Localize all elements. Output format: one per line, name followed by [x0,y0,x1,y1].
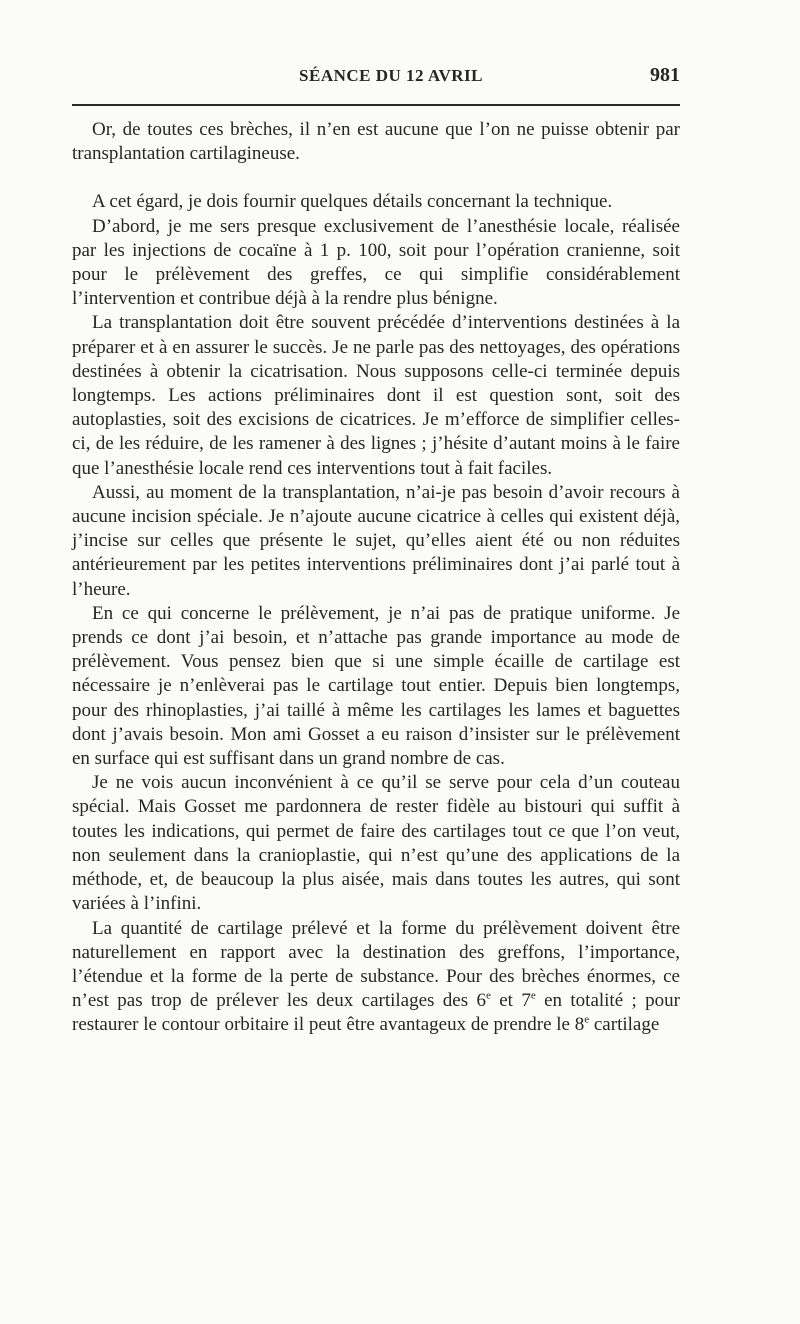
paragraph: A cet égard, je dois fournir quelques détails concernant la technique. [92,191,613,213]
paragraph-text: en totalité ; pour restaurer le contour orbitaire il peut être avantageux de prendre le 8 [72,990,680,1036]
paragraph-text: La quantité de cartilage prélevé et la forme du prélèvement doivent être naturellement en rapport avec la destination des greffons, l’importance, l’étendue et la forme de la perte de substance. Pour des brèches énormes, ce n’est pas trop de prélever les deux cartilages des 6 [72,917,680,1012]
paragraph-text: cartilage [589,1014,660,1036]
superscript: e [530,989,536,1002]
running-title: SÉANCE DU 12 AVRIL [299,66,483,85]
paragraph: D’abord, je me sers presque exclusivement de l’anesthésie locale, réalisée par les injections de cocaïne à 1 p. 100, soit pour l’opération cranienne, soit pour le prélèvement des greffes, ce qui simplifie considérablement l’intervention et contribue déjà à la rendre plus bénigne. [72,215,680,310]
running-header [72,62,680,92]
paragraph: Je ne vois aucun inconvénient à ce qu’il se serve pour cela d’un couteau spécial. Mais Gosset me pardonnera de rester fidèle au bistouri qui suffit à toutes les indications, qui permet de faire des cartilages tout ce que l’on veut, non seulement dans la cranioplastie, qui n’est qu’une des applications de la méthode, et, de beaucoup la plus aisée, mais dans toutes les autres, qui sont variées à l’infini. [72,772,680,915]
header-rule [72,104,680,106]
paragraph: En ce qui concerne le prélèvement, je n’ai pas de pratique uniforme. Je prends ce dont j’ai besoin, et n’attache pas grande importance au mode de prélèvement. Vous pensez bien que si une simple écaille de cartilage est nécessaire je n’enlèverai pas le cartilage tout entier. Depuis bien longtemps, pour des rhinoplasties, j’ai taillé à même les cartilages les lames et baguettes dont j’avais besoin. Mon ami Gosset a eu raison d’insister sur le prélèvement en surface qui est suffisant dans un grand nombre de cas. [72,602,680,770]
paragraph [72,917,680,1038]
superscript: e [485,989,491,1002]
paragraph: Or, de toutes ces brèches, il n’en est aucune que l’on ne puisse obtenir par transplantation cartilagineuse. [72,119,680,165]
paragraph: Aussi, au moment de la transplantation, n’ai-je pas besoin d’avoir recours à aucune incision spéciale. Je n’ajoute aucune cicatrice à celles qui existent déjà, j’incise sur celles que présente le sujet, qu’elles aient été ou non réduites antérieurement par les petites interventions préliminaires dont j’ai parlé tout à l’heure. [72,481,680,600]
page-number: 981 [650,64,680,86]
superscript: e [584,1013,590,1026]
body-text [72,118,680,1038]
paragraph: La transplantation doit être souvent précédée d’interventions destinées à la préparer et à en assurer le succès. Je ne parle pas des nettoyages, des opérations destinées à obtenir la cicatrisation. Nous supposons celle-ci terminée depuis longtemps. Les actions préliminaires dont il est question sont, soit des autoplasties, soit des excisions de cicatrices. Je m’efforce de simplifier celles-ci, de les réduire, de les ramener à des lignes ; j’hésite d’autant moins à le faire que l’anesthésie locale rend ces interventions tout à fait faciles. [72,312,680,479]
paragraph-text: et 7 [490,990,531,1012]
